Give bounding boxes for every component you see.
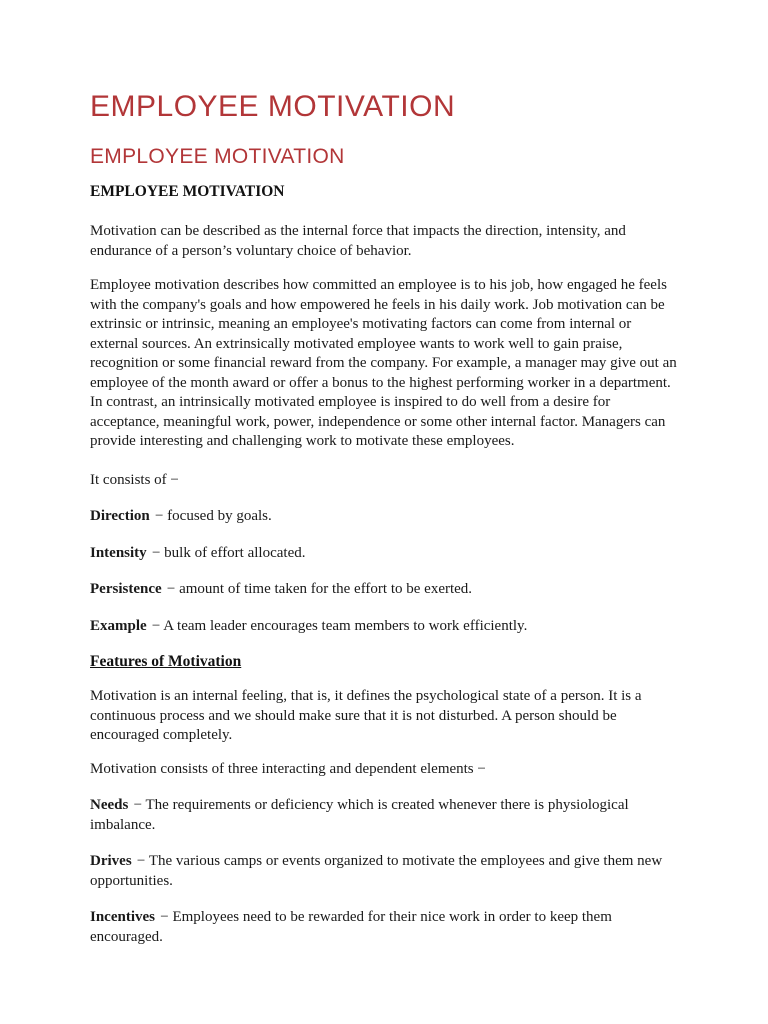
consists-intro-line: It consists of −	[90, 471, 179, 488]
term-item-example	[90, 617, 680, 637]
term-definition: − Employees need to be rewarded for their nice work in order to keep them encouraged.	[90, 909, 612, 945]
term-label: Intensity	[90, 544, 147, 561]
section-heading-employee-motivation: EMPLOYEE MOTIVATION	[90, 183, 285, 200]
term-definition: − focused by goals.	[154, 508, 272, 524]
section-heading-features-of-motivation: Features of Motivation	[90, 653, 242, 670]
term-item-intensity	[90, 544, 680, 564]
term-label: Example	[90, 617, 147, 634]
term-item-drives	[90, 852, 680, 891]
term-label: Incentives	[90, 909, 155, 925]
term-label: Drives	[90, 853, 132, 869]
term-item-needs	[90, 796, 680, 835]
document-subtitle: EMPLOYEE MOTIVATION	[90, 145, 345, 168]
term-definition: − The requirements or deficiency which is created whenever there is physiological imbalance.	[90, 797, 629, 833]
term-definition: − The various camps or events organized to motivate the employees and give them new opportunities.	[90, 853, 663, 889]
term-definition: − bulk of effort allocated.	[151, 544, 306, 561]
term-item-persistence	[90, 580, 680, 600]
paragraph-description: Employee motivation describes how committed an employee is to his job, how engaged he feels with the company's goals and how empowered he feels in his daily work. Job motivation can be extrinsic or intrinsic, meaning an employee's motivating factors can come from internal or external sources. An extrinsically motivated employee wants to work well to gain praise, recognition or some financial reward from the company. For example, a manager may give out an employee of the month award or offer a bonus to the highest performing worker in a department. In contrast, an intrinsically motivated employee is inspired to do well from a desire for acceptance, meaningful work, power, independence or some other internal factor. Managers can provide interesting and challenging work to motivate these employees.	[90, 277, 677, 449]
term-label: Persistence	[90, 581, 162, 597]
term-definition: − A team leader encourages team members to work efficiently.	[151, 617, 528, 634]
term-label: Direction	[90, 508, 150, 524]
term-item-incentives	[90, 908, 680, 947]
document-title: EMPLOYEE MOTIVATION	[90, 90, 456, 123]
paragraph-intro: Motivation can be described as the internal force that impacts the direction, intensity, and endurance of a person’s voluntary choice of behavior.	[90, 223, 626, 259]
document-content	[90, 0, 680, 947]
elements-intro-line: Motivation consists of three interacting and dependent elements −	[90, 760, 486, 777]
paragraph-features: Motivation is an internal feeling, that is, it defines the psychological state of a person. It is a continuous process and we should make sure that it is not disturbed. A person should be encouraged completely.	[90, 688, 642, 743]
term-item-direction	[90, 507, 680, 527]
term-label: Needs	[90, 797, 129, 813]
term-definition: − amount of time taken for the effort to be exerted.	[166, 581, 473, 597]
